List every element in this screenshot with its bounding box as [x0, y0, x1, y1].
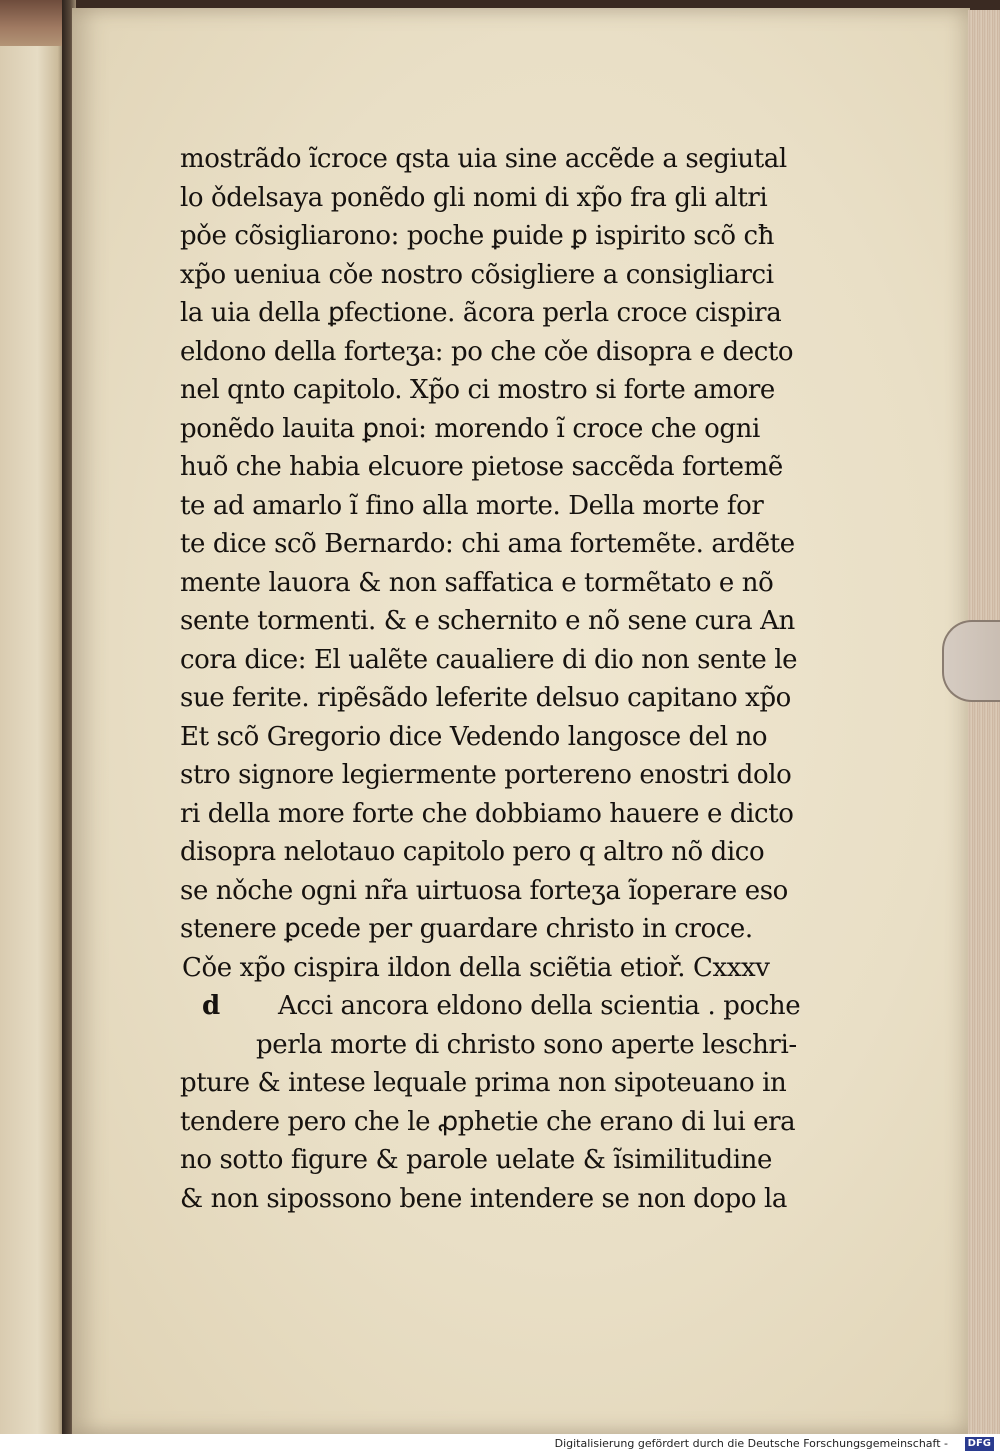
page-edges: [968, 10, 1000, 1434]
text-line: ponẽdo lauita ꝑnoi: morendo ĩ croce che ogni: [180, 413, 760, 444]
text-line: eldono della forteʒa: po che cǒe disopra e decto: [180, 336, 794, 367]
text-line: sue ferite. ripẽsãdo leferite delsuo capitano xp̃o: [180, 683, 791, 713]
text-line: se nǒche ogni nr̃a uirtuosa forteʒa ĩoperare eso: [180, 875, 788, 906]
bookmark-tab: [942, 620, 1000, 702]
text-line: perla morte di christo sono aperte leschri-: [256, 1029, 797, 1060]
text-line: te dice scõ Bernardo: chi ama fortemẽte. ardẽte: [180, 529, 795, 559]
text-line: no sotto figure & parole uelate & ĩsimilitudine: [180, 1145, 772, 1175]
text-line: stro signore legiermente portereno enostri dolo: [180, 760, 792, 790]
text-line: la uia della ꝑfectione. ãcora perla croce cispira: [180, 298, 782, 328]
left-page-edge: [0, 40, 68, 1434]
text-line: ri della more forte che dobbiamo hauere e dicto: [180, 798, 794, 829]
text-line: cora dice: El ualẽte caualiere di dio non sente le: [180, 644, 798, 675]
text-line: Acci ancora eldono della scientia . poche: [278, 991, 801, 1021]
text-line: nel qnto capitolo. Xp̃o ci mostro si forte amore: [180, 375, 775, 405]
text-line: sente tormenti. & e schernito e nõ sene cura An: [180, 606, 795, 636]
book-cover-corner: [0, 0, 70, 46]
dfg-logo: DFG: [965, 1437, 994, 1451]
text-line: huõ che habia elcuore pietose saccẽda fortemẽ: [180, 452, 783, 482]
page-text: [180, 140, 820, 1218]
initial-line: [180, 987, 820, 1026]
text-line: pǒe cõsigliarono: poche ꝑuide ꝑ ispirito scõ cħ: [180, 221, 775, 251]
text-line: mostrãdo ĩcroce qsta uia sine accẽde a segiutal: [180, 144, 787, 174]
text-line: mente lauora & non saffatica e tormẽtato e nõ: [180, 567, 774, 598]
text-line: lo ǒdelsaya ponẽdo gli nomi di xp̃o fra gli altri: [180, 182, 768, 213]
text-line: pture & intese lequale prima non sipoteuano in: [180, 1068, 787, 1098]
text-line: xp̃o ueniua cǒe nostro cõsigliere a consigliarci: [180, 259, 774, 290]
text-line: disopra nelotauo capitolo pero q altro nõ dico: [180, 837, 765, 867]
text-line: te ad amarlo ĩ fino alla morte. Della morte for: [180, 490, 764, 521]
text-line: stenere ꝑcede per guardare christo in croce.: [180, 914, 753, 944]
chapter-heading: Cǒe xp̃o cispira ildon della sciẽtia etioř. Cxxxv: [182, 952, 770, 983]
text-line: & non sipossono bene intendere se non dopo la: [180, 1183, 788, 1214]
text-line: Et scõ Gregorio dice Vedendo langosce del no: [180, 721, 768, 752]
text-line: tendere pero che le ꝓphetie che erano di lui era: [180, 1106, 796, 1137]
initial-letter: d: [202, 991, 220, 1021]
footer-credit: Digitalisierung gefördert durch die Deutsche Forschungsgemeinschaft -: [554, 1437, 948, 1450]
